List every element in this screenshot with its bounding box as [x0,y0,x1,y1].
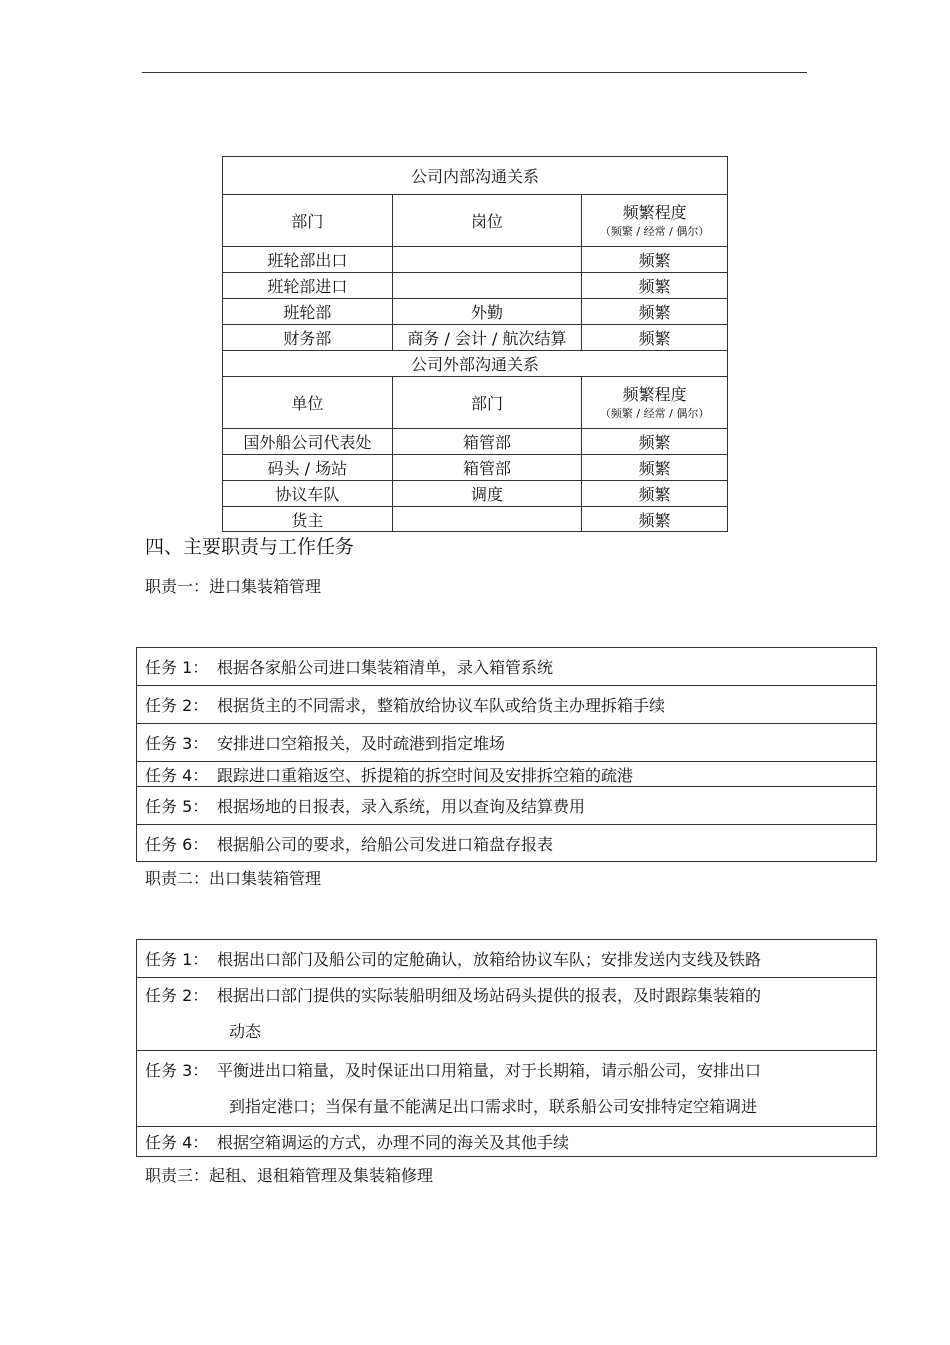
task-row: 任务 3： 安排进口空箱报关，及时疏港到指定堆场 [137,724,877,762]
header-freq: 频繁程度 （频繁 / 经常 / 偶尔） [582,377,728,429]
task-row: 任务 1： 根据出口部门及船公司的定舱确认，放箱给协议车队；安排发送内支线及铁路 [137,940,877,978]
table-row: 财务部 商务 / 会计 / 航次结算 频繁 [223,325,728,351]
section-heading: 四、主要职责与工作任务 [145,536,355,558]
table-row: 码头 / 场站 箱管部 频繁 [223,455,728,481]
table-row: 班轮部出口 频繁 [223,247,728,273]
table-row: 班轮部进口 频繁 [223,273,728,299]
duty-3-title: 职责三：起租、退租箱管理及集装箱修理 [145,1166,434,1185]
table-row: 班轮部 外勤 频繁 [223,299,728,325]
duty-2-title: 职责二：出口集装箱管理 [145,869,322,888]
task-row: 任务 3： 平衡进出口箱量，及时保证出口用箱量，对于长期箱，请示船公司，安排出口 到指定港口；当保有量不能满足出口需求时，联系船公司安排特定空箱调进 [137,1051,877,1127]
header-dept: 部门 [392,377,582,429]
task-row: 任务 1： 根据各家船公司进口集装箱清单，录入箱管系统 [137,648,877,686]
task-row: 任务 2： 根据货主的不同需求，整箱放给协议车队或给货主办理拆箱手续 [137,686,877,724]
table-row: 协议车队 调度 频繁 [223,481,728,507]
table-row: 货主 频繁 [223,507,728,532]
task-row: 任务 6： 根据船公司的要求，给船公司发进口箱盘存报表 [137,825,877,862]
communication-table [222,156,728,532]
task-row: 任务 2： 根据出口部门提供的实际装船明细及场站码头提供的报表，及时跟踪集装箱的 动态 [137,978,877,1051]
duty-1-title: 职责一：进口集装箱管理 [145,577,322,596]
header-rule [142,72,807,73]
task-row: 任务 4： 根据空箱调运的方式，办理不同的海关及其他手续 [137,1127,877,1157]
table-row: 国外船公司代表处 箱管部 频繁 [223,429,728,455]
external-title: 公司外部沟通关系 [223,351,728,377]
header-post: 岗位 [392,195,582,247]
duty-2-task-table [136,939,877,1157]
header-dept: 部门 [223,195,393,247]
task-row: 任务 4： 跟踪进口重箱返空、拆提箱的拆空时间及安排拆空箱的疏港 [137,762,877,787]
task-row: 任务 5： 根据场地的日报表，录入系统，用以查询及结算费用 [137,787,877,825]
duty-1-task-table [136,647,877,862]
header-unit: 单位 [223,377,393,429]
header-freq: 频繁程度 （频繁 / 经常 / 偶尔） [582,195,728,247]
internal-title: 公司内部沟通关系 [223,157,728,195]
